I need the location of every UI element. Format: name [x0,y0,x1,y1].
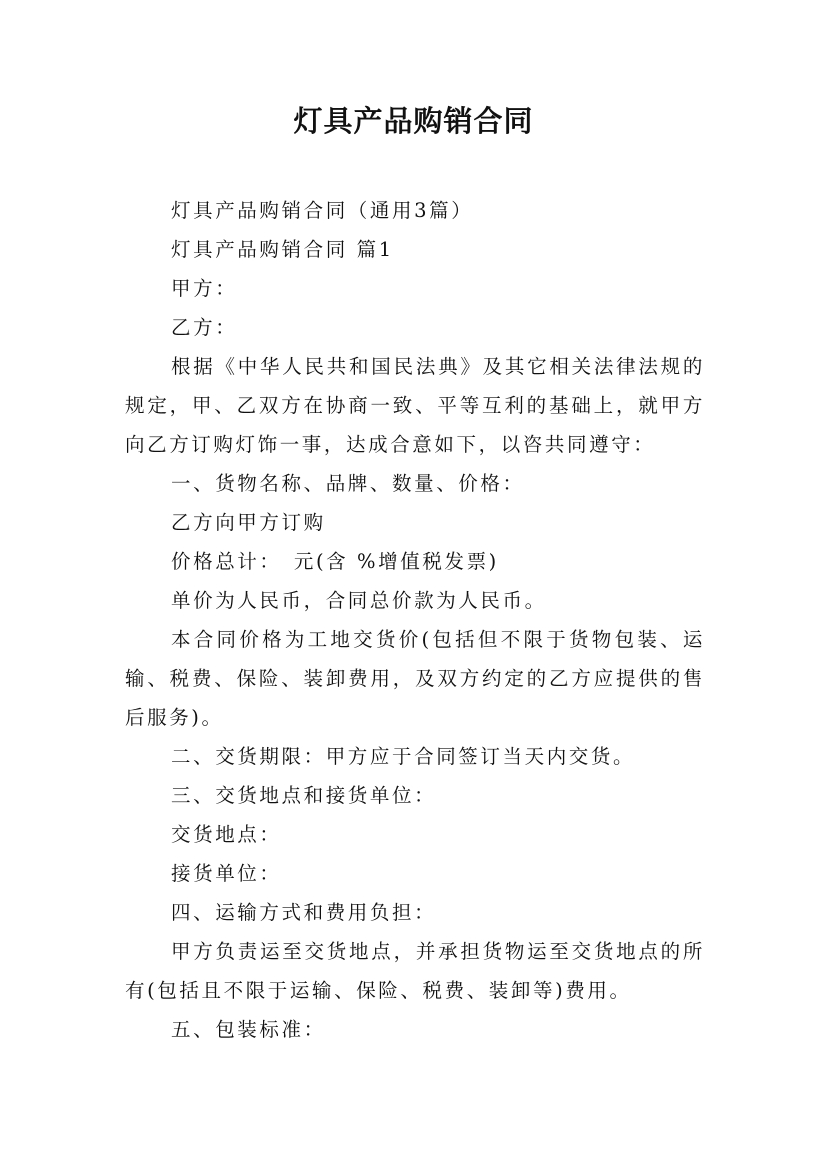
document-title: 灯具产品购销合同 [293,104,534,138]
document-body [125,191,705,1049]
paragraph-preamble: 根据《中华人民共和国民法典》及其它相关法律法规的规定，甲、乙双方在协商一致、平等互利的基础上，就甲方向乙方订购灯饰一事，达成合意如下，以咨共同遵守： [125,355,705,456]
paragraph-party-a: 甲方： [171,277,238,300]
paragraph-delivery-location: 交货地点： [171,823,282,846]
paragraph-unit-price: 单价为人民币，合同总价款为人民币。 [171,589,547,612]
paragraph-price-terms: 本合同价格为工地交货价(包括但不限于货物包装、运输、税费、保险、装卸费用，及双方约定的乙方应提供的售后服务)。 [125,628,705,729]
paragraph-clause-5: 五、包装标准： [171,1018,326,1041]
paragraph-section-heading: 灯具产品购销合同 篇1 [171,238,394,261]
paragraph-transport-terms: 甲方负责运至交货地点，并承担货物运至交货地点的所有(包括且不限于运输、保险、税费、装卸等)费用。 [125,940,705,1002]
paragraph-clause-2: 二、交货期限：甲方应于合同签订当天内交货。 [171,745,636,768]
paragraph-party-b: 乙方： [171,316,238,339]
paragraph-order: 乙方向甲方订购 [171,511,326,534]
paragraph-subtitle: 灯具产品购销合同（通用3篇） [171,199,474,222]
paragraph-receiving-unit: 接货单位： [171,862,282,885]
paragraph-clause-1: 一、货物名称、品牌、数量、价格： [171,472,525,495]
paragraph-clause-3: 三、交货地点和接货单位： [171,784,437,807]
paragraph-total-price: 价格总计： 元(含 %增值税发票) [171,550,499,573]
paragraph-clause-4: 四、运输方式和费用负担： [171,901,437,924]
